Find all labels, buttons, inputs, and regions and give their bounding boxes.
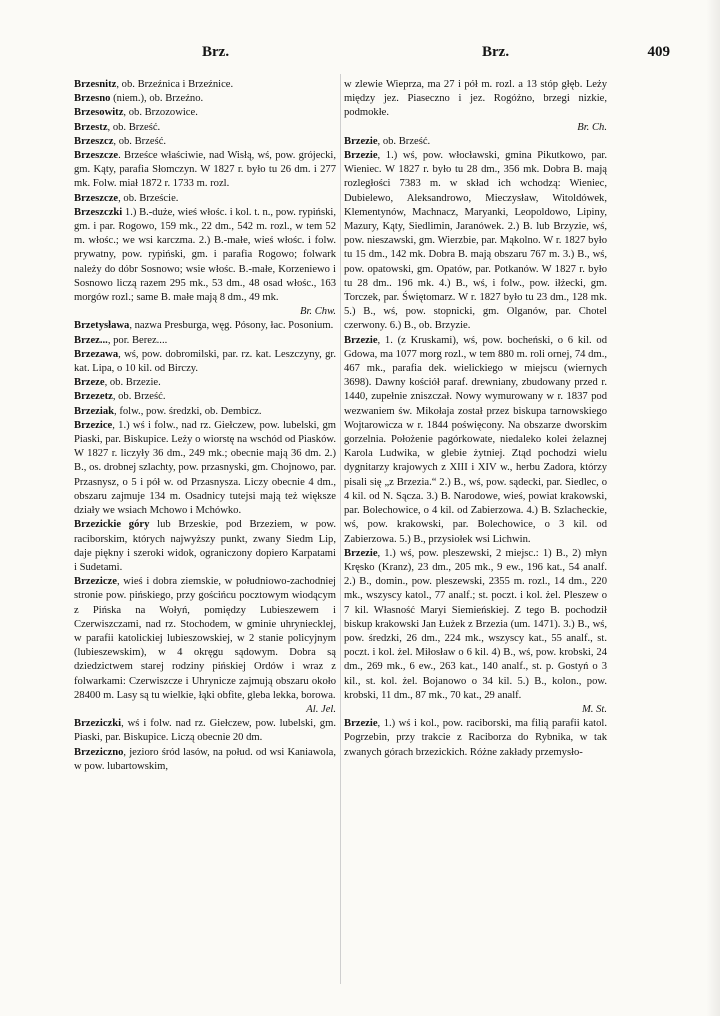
- right-column: [344, 78, 607, 760]
- dictionary-entry: [74, 78, 336, 92]
- entry-headword: Brzezickie góry: [74, 519, 150, 531]
- dictionary-entry: [74, 149, 336, 192]
- dictionary-entry: [74, 518, 336, 575]
- header-left-keyword: Brz.: [202, 44, 230, 60]
- entry-text: , por. Berez....: [107, 334, 168, 346]
- entry-text: , 1.) wś i kol., pow. raciborski, ma filią parafii katol. Pogrzebin, przy trakcie z Raciborza do Rybnika, w tak zwanych górach brzezickich. Różne zakłady przemysło-: [344, 718, 607, 758]
- entry-text: w zlewie Wieprza, ma 27 i pół m. rozl. a 13 stóp głęb. Leży między jez. Piaseczno i jez. Rogóżno, brzegi nizkie, podmokłe.: [344, 79, 607, 119]
- entry-author-signature: Br. Chw.: [299, 306, 336, 318]
- entry-text: , nazwa Presburga, węg. Pósony, łac. Posonium.: [129, 320, 334, 332]
- page-edge-shadow: [706, 0, 720, 1016]
- entry-headword: Brzeszczki: [74, 206, 123, 218]
- entry-author-signature: Br. Ch.: [577, 121, 607, 133]
- dictionary-entry: [344, 135, 607, 149]
- entry-headword: Brzezie: [344, 150, 378, 162]
- dictionary-entry: [74, 348, 336, 376]
- entry-text: , 1.) wś i folw., nad rz. Giełczew, pow. lubelski, gm Piaski, par. Biskupice. Leży o wiorstę na wschód od Piasków. W 1827 r. liczyły 36 dm., 249 mk.; obecnie mają 36 dm. 2.) B., os. drobnej szlachty, pow. przasnyski, gm. Chojnowo, par. Przasnysz, o 5 i pół w. od Przasnysza. Liczy obecnie 4 dm., obszaru zajmuje 134 m. Osadnicy tutejsi mają też większe działy we wsiach Mchowo i Mchówko.: [74, 419, 336, 517]
- entry-headword: Brzeziak: [74, 405, 115, 417]
- dictionary-entry: [74, 192, 336, 206]
- dictionary-entry: [344, 717, 607, 760]
- dictionary-entry: [74, 575, 336, 717]
- entry-headword: Brzesowitz: [74, 107, 124, 119]
- entry-headword: Brzezice: [74, 419, 113, 431]
- entry-text: , wieś i dobra ziemskie, w południowo-zachodniej stronie pow. pińskiego, przy gościńcu pocztowym wiodącym z Pińska na Wołyń, pomiędzy Lubieszewem i Czerwiszczami, nad rz. Stochodem, w gminie uhryniecklej, w parafii katolickiej lubieszowskiej, w 2 stanie policyjnym (lubieszewskim), w 4 okręgu sądowym. Dobra są dziedzictwem starej rodziny pińskiej Ordów i wraz z folwarkami: Czerwiszcze i Uhrynicze zajmują obszaru około 28400 m. Lasy są tu wielkie, łąki obfite, gleba lekka, borowa.: [74, 576, 336, 701]
- entry-headword: Brzeszcz: [74, 135, 114, 147]
- entry-headword: Brzeze: [74, 377, 105, 389]
- dictionary-entry: [344, 334, 607, 547]
- dictionary-entry: [74, 106, 336, 120]
- column-divider: [340, 74, 341, 984]
- entry-headword: Brzezawa: [74, 348, 119, 360]
- entry-headword: Brzeziczki: [74, 718, 122, 730]
- entry-headword: Brzezie: [344, 135, 378, 147]
- entry-headword: Brzeszcze: [74, 150, 119, 162]
- entry-text: , ob. Brzezie.: [104, 377, 161, 389]
- entry-headword: Brzesnitz: [74, 79, 117, 90]
- entry-text: , jezioro śród lasów, na połud. od wsi Kaniawola, w pow. lubartowskim,: [74, 746, 336, 772]
- entry-text: (niem.), ob. Brzeźno.: [110, 93, 204, 105]
- entry-headword: Brzezetz: [74, 391, 113, 403]
- entry-text: , 1. (z Kruskami), wś, pow. bocheński, o 6 kil. od Gdowa, ma 1077 morg rozl., w tem 880 m. roli ornej, 74 dm., 467 mk., parafia dek. wielickiego w miejscu (wiernych 3698). Dawny kościół paraf. drewniany, zbudowany przed r. 1440, zupełnie zniszczał. Nowy wymurowany w r. 1837 pod wezwaniem św. Mikołaja został przez biskupa tarnowskiego Wojtarowicza w r. 1844 poświęcony. Na obszarze dworskim gorzelnia. Położenie pagórkowate, niedaleko kolei żelaznej Karola Ludwika, w glebie żytniej. Ztąd pochodzi wielu dygnitarzy krajowych z XIII i XIV w., herbu Zadora, którzy pisali się „z Brzezia.“ 2.) B., wś, pow. sądecki, par. Siedlec, o 4 kil. od N. Sącza. 3.) B. Narodowe, wieś, powiat krakowski, par. Bolechowice, o 4 kil. od Zabierzowa. 4.) B. Szlacheckie, wś, pow. krakowski, par. Bolechowice, o 3 kil. od Zabierzowa. 5.) B., przysiołek wsi Lichwin.: [344, 334, 607, 545]
- dictionary-entry: [74, 334, 336, 348]
- dictionary-entry: [74, 121, 336, 135]
- entry-text: lub Brzeskie, pod Brzeziem, w pow. raciborskim, których najwyższy punkt, zwany Siedm Lip, daje piękny i szeroki widok, ograniczony dopiero Karpatami i Sudetami.: [74, 519, 336, 573]
- entry-text: , ob. Brześć.: [107, 121, 161, 133]
- dictionary-page: [74, 44, 670, 984]
- entry-text: , ob. Brzeźnica i Brzeźnice.: [116, 79, 234, 90]
- entry-headword: Brzez...: [74, 334, 108, 346]
- entry-headword: Brzezie: [344, 334, 378, 346]
- entry-text: , ob. Brześć.: [377, 135, 431, 147]
- entry-headword: Brzetysława: [74, 320, 130, 332]
- dictionary-entry: [74, 376, 336, 390]
- dictionary-entry: [74, 405, 336, 419]
- page-number: 409: [647, 44, 670, 60]
- left-column: [74, 78, 336, 774]
- dictionary-entry: [74, 206, 336, 320]
- header-right-keyword: Brz.: [482, 44, 510, 60]
- dictionary-entry: [74, 92, 336, 106]
- entry-text: , wś, pow. dobromilski, par. rz. kat. Leszczyny, gr. kat. Lipa, o 10 kil. od Birczy.: [74, 348, 336, 375]
- entry-text: 1.) B.-duże, wieś włośc. i kol. t. n., pow. rypiński, gm. i par. Rogowo, 159 mk., 22 dm., 542 m. rozl., w tem 52 m. włośc.; we wsi karczma. 2.) B.-małe, wieś włośc. i folw. prywatny, pow. rypiński, gm. i parafia Rogowo; folwark należy do dóbr Sosnowo; wsie włośc. B.-małe, Korzeniewo i Sosnowo liczą razem 295 mk., 53 dm., 48 osad włośc., 163 morgów rozl.; same B. małe mają 8 dm., 49 mk.: [74, 206, 336, 304]
- dictionary-entry: [344, 149, 607, 334]
- entry-text: . Brześce właściwie, nad Wisłą, wś, pow. grójecki, gm. Kąty, parafia Słomczyn. W 1827 r. było tu 26 dm. i 277 mk. Folw. miał 1872 r. 1733 m. rozl.: [74, 150, 336, 190]
- entry-text: , wś i folw. nad rz. Giełczew, pow. lubelski, gm. Piaski, par. Biskupice. Liczą obecnie 20 dm.: [74, 718, 336, 744]
- entry-text: , ob. Brześć.: [112, 391, 166, 403]
- entry-headword: Brzeziczno: [74, 746, 124, 758]
- entry-headword: Brzestz: [74, 121, 108, 133]
- dictionary-entry: [74, 135, 336, 149]
- dictionary-entry: [74, 419, 336, 518]
- dictionary-entry: [344, 78, 607, 135]
- dictionary-entry: [74, 390, 336, 404]
- entry-headword: Brzezie: [344, 547, 378, 559]
- entry-headword: Brzezie: [344, 718, 378, 730]
- entry-text: , 1.) wś, pow. pleszewski, 2 miejsc.: 1) B., 2) młyn Kręsko (Kranz), 23 dm., 205 mk., 9 ew., 196 kat., 54 analf. 2.) B., domin., pow. pleszewski, 2355 m. rozl., 14 dm., 220 mk., wszyscy katol., 77 analf.; st. poczt. i kol. żel. Pleszew o 7 kil. Własność Maryi Siemieńskiej. Z tego B. pochodził biskup krakowski Jan Łużek z Brzezia (um. 1471). 3.) B., wś, pow. średzki, 26 dm., 224 mk., wszyscy kat., 55 analf., st. poczt. i kol. żel. Miłosław o 6 kil. 4) B., wś, pow. krobski, 24 dm., 269 mk., 6 ew., 263 kat., 140 analf., st. p. Gostyń o 3 kil., st. kol. żel. Bojanowo o 34 kil. 5.) B., kolon., pow. krobski, 11 dm., 87 mk., 70 kat., 29 analf.: [344, 547, 607, 701]
- entry-text: , ob. Brzozowice.: [123, 107, 198, 119]
- dictionary-entry: [74, 717, 336, 745]
- dictionary-entry: [344, 547, 607, 717]
- entry-text: , ob. Brześć.: [113, 135, 167, 147]
- entry-author-signature: M. St.: [581, 703, 607, 715]
- entry-headword: Brzezicze: [74, 576, 117, 588]
- entry-headword: Brzesno: [74, 93, 111, 105]
- entry-text: , 1.) wś, pow. włocławski, gmina Pikutkowo, par. Wieniec. W 1827 r. było tu 28 dm., 356 mk. Dobra B. mają rozległości 7383 m. w skład ich wchodzą: Wieniec, Dubielewo, Aleksandrowo, Mieczysław, Witoldówek, Klementynów, Machnacz, Maryanki, Leopoldowo, Lipiny, Mazury, Kąty, Siedlimin, Jaranówek. 2.) B. lub Brzyzie, wś, pow. nieszawski, gm. Wierzbie, par. Mąkolno. W r. 1827 było tu 15 dm., 142 mk. Dobra B. mają obszaru 767 m. 3.) B., wś, pow. opatowski, gm. Opatów, par. Potkanów. W 1827 r. było tu 28 dm.. 196 mk. 4.) B., wś, i folw., pow. iłżecki, gm. Torczek, par. Świętomarz. W r. 1827 było tu 23 dm., 128 mk. 5.) B., wś, pow. stopnicki, gm. Olganów, par. Chotel czerwony. 6.) B., ob. Brzyzie.: [344, 150, 607, 332]
- entry-author-signature: Al. Jel.: [306, 703, 336, 715]
- dictionary-entry: [74, 319, 336, 333]
- entry-text: , ob. Brzeście.: [118, 192, 179, 204]
- entry-headword: Brzeszcze: [74, 192, 119, 204]
- page-header: [74, 44, 670, 68]
- dictionary-entry: [74, 746, 336, 774]
- entry-text: , folw., pow. średzki, ob. Dembicz.: [114, 405, 262, 417]
